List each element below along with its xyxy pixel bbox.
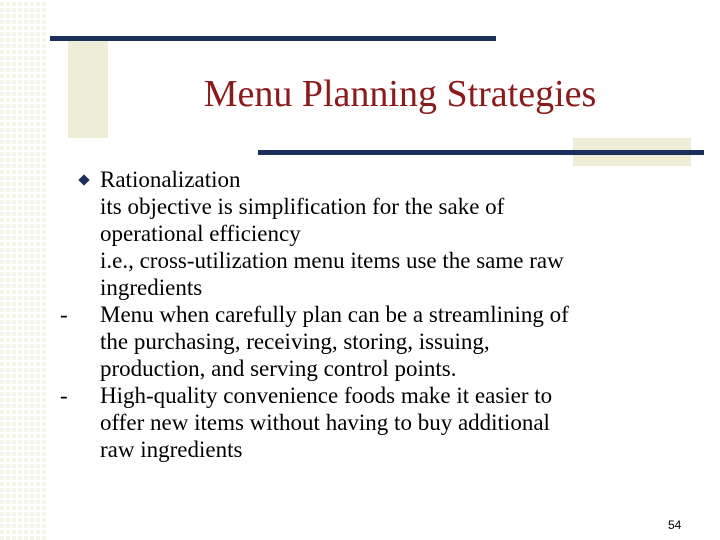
body-line: ingredients: [100, 275, 203, 300]
dash-item-line: raw ingredients: [100, 437, 243, 462]
dash-item-line: production, and serving control points.: [100, 356, 457, 381]
dash-item-line: offer new items without having to buy additional: [100, 410, 550, 435]
dash-item-line: - Menu when carefully plan can be a streamlining of: [60, 302, 569, 327]
slide-title: Menu Planning Strategies: [203, 73, 597, 115]
slide-body: [60, 166, 680, 463]
main-bullet-text: Rationalization: [100, 167, 241, 192]
title-rule-bottom: [258, 150, 704, 155]
body-line: operational efficiency: [100, 221, 301, 246]
body-line: its objective is simplification for the sake of: [100, 194, 505, 219]
dash-item-line: - High-quality convenience foods make it easier to: [60, 383, 553, 408]
page-number: 54: [668, 518, 682, 532]
body-line: i.e., cross-utilization menu items use the same raw: [100, 248, 564, 273]
dash-item-line: the purchasing, receiving, storing, issuing,: [100, 329, 490, 354]
dash-marker: -: [60, 383, 68, 408]
dash-marker: -: [60, 302, 68, 327]
title-rule-top: [50, 36, 496, 41]
left-decorative-stripe: [0, 0, 48, 540]
main-bullet-line: [80, 166, 680, 193]
title-frame-accent-left: [68, 38, 108, 138]
